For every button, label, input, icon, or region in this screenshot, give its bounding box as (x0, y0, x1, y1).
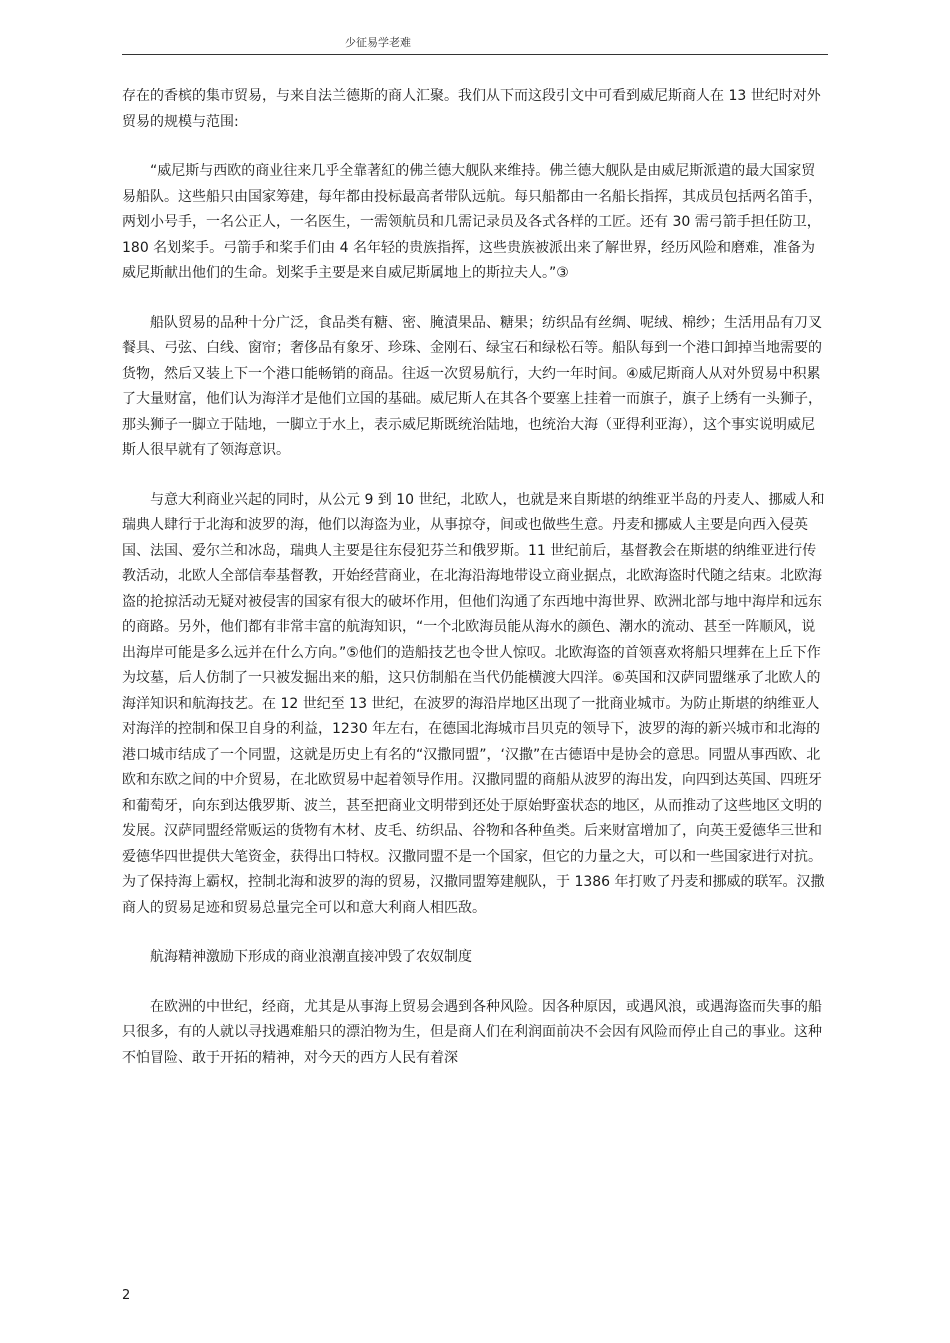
section-heading: 航海精神激励下形成的商业浪潮直接冲毁了农奴制度 (150, 949, 472, 965)
paragraph-trade-goods: 船队贸易的品种十分广泛，食品类有糖、密、腌漬果品、糖果；纺织品有丝绸、呢绒、棉纱；生活用品有刀叉餐具、弓弦、白线、窗帘；奢侈品有象牙、珍珠、金刚石、绿宝石和绿松石等。船队每到一个港口卸掉当地需要的货物，然后又装上下一个港口能畅销的商品。往返一次贸易航行，大约一年时间。④威尼斯商人从对外贸易中积累了大量财富，他们认为海洋才是他们立国的基础。威尼斯人在其各个要塞上挂着一而旗子，旗子上绣有一头狮子，那头狮子一脚立于陆地，一脚立于水上，表示威尼斯既统治陆地，也统治大海（亚得利亚海），这个事实说明威尼斯人很早就有了领海意识。 (122, 314, 822, 458)
page-number: 2 (122, 1288, 131, 1303)
paragraph-risk: 在欧洲的中世纪，经商，尤其是从事海上贸易会遇到各种风险。因各种原因，或遇风浪，或遇海盗而失事的船只很多，有的人就以寻找遇难船只的漂泊物为生，但是商人们在利润面前决不会因有风险而停止自己的事业。这种不怕冒险、敢于开拓的精神，对今天的西方人民有着深 (122, 998, 822, 1066)
header-rule (122, 54, 828, 55)
paragraph-northern-europe: 与意大利商业兴起的同时，从公元 9 到 10 世纪，北欧人，也就是来自斯堪的纳维亚半岛的丹麦人、挪威人和瑞典人肆行于北海和波罗的海，他们以海盗为业，从事掠夺，间或也做些生意。丹麦和挪威人主要是向西入侵英国、法国、爱尔兰和冰岛，瑞典人主要是往东侵犯芬兰和俄罗斯。11 世纪前后，基督教会在斯堪的纳维亚进行传教活动，北欧人全部信奉基督教，开始经营商业，在北海沿海地带设立商业据点，北欧海盗时代随之结束。北欧海盗的抢掠活动无疑对被侵害的国家有很大的破坏作用，但他们沟通了东西地中海世界、欧洲北部与地中海岸和远东的商路。另外，他们都有非常丰富的航海知识，“一个北欧海员能从海水的颜色、潮水的流动、甚至一阵顺风，说出海岸可能是多么远并在什么方向。”⑤他们的造船技艺也令世人惊叹。北欧海盗的首领喜欢将船只埋葬在上丘下作为坟墓，后人仿制了一只被发掘出来的船，这只仿制船在当代仍能横渡大四洋。⑥英国和汉萨同盟继承了北欧人的海洋知识和航海技艺。在 12 世纪至 13 世纪，在波罗的海沿岸地区出现了一批商业城市。为防止斯堪的纳维亚人对海洋的控制和保卫自身的利益，1230 年左右，在德国北海城市吕贝克的领导下，波罗的海的新兴城市和北海的港口城市结成了一个同盟，这就是历史上有名的“汉撒同盟”，‘汉撒”在古德语中是协会的意思。同盟从事西欧、北欧和东欧之间的中介贸易，在北欧贸易中起着领导作用。汉撒同盟的商船从波罗的海出发，向四到达英国、四班牙和葡萄牙，向东到达俄罗斯、波兰，甚至把商业文明带到还处于原始野蛮状态的地区，从而推动了这些地区文明的发展。汉萨同盟经常贩运的货物有木材、皮毛、纺织品、谷物和各种鱼类。后来财富增加了，向英王爱德华三世和爱德华四世提供大笔资金，获得出口特权。汉撒同盟不是一个国家，但它的力量之大，可以和一些国家进行对抗。为了保持海上霸权，控制北海和波罗的海的贸易，汉撒同盟筹建舰队，于 1386 年打败了丹麦和挪威的联军。汉撒商人的贸易足迹和贸易总量完全可以和意大利商人相匹敌。 (122, 491, 825, 916)
paragraph-quote: “威尼斯与西欧的商业往来几乎全靠著紅的佛兰德大舰队来维持。佛兰德大舰队是由威尼斯派遣的最大国家贸易船队。这些船只由国家筹建，每年都由投标最高者带队远航。每只船都由一名船长指挥，其成员包括两名笛手，两划小号手，一名公正人，一名医生，一需领航员和几需记录员及各式各样的工匠。还有 30 需弓箭手担任防卫，180 名划桨手。弓箭手和桨手们由 4 名年轻的贵族指挥，这些贵族被派出来了解世界，经历风险和磨难，准备为威尼斯献出他们的生命。划桨手主要是来自威尼斯属地上的斯拉夫人。”③ (122, 163, 822, 281)
header-text: 少征易学老难 (345, 36, 411, 49)
paragraph-continuation: 存在的香槟的集市贸易，与来自法兰德斯的商人汇聚。我们从下而这段引文中可看到威尼斯商人在 13 世纪时对外贸易的规模与范围: (122, 88, 821, 130)
document-body (122, 84, 828, 1071)
